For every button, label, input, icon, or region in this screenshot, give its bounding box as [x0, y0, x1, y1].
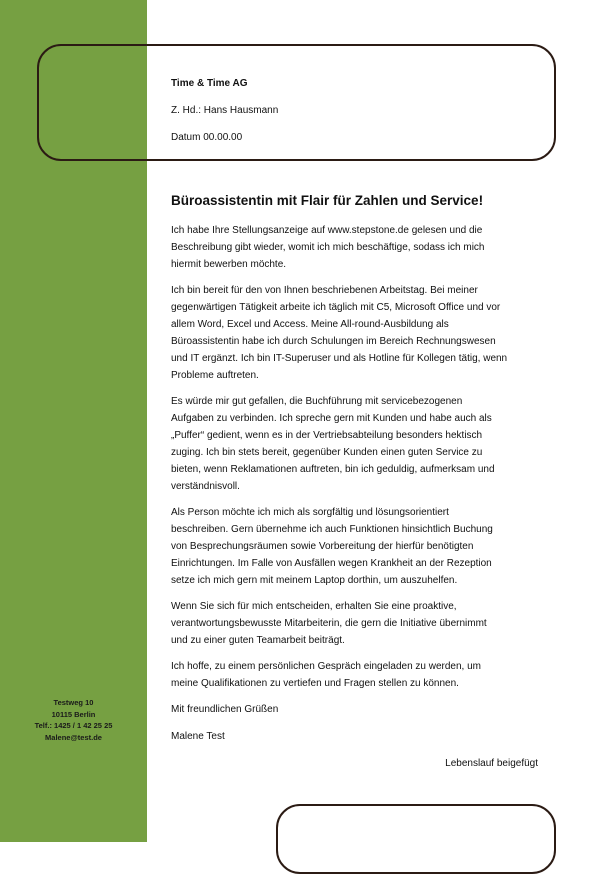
sender-city: 10115 Berlin: [51, 709, 96, 719]
body-line: Probleme auftreten.: [171, 370, 259, 381]
recipient-attention: Z. Hd.: Hans Hausmann: [171, 105, 279, 116]
sender-email: Malene@test.de: [45, 732, 102, 742]
letter-date: Datum 00.00.00: [171, 132, 243, 143]
body-line: Ich bin bereit für den von Ihnen beschriebenen Arbeitstag. Bei meiner: [171, 285, 478, 296]
recipient-frame: [37, 44, 556, 161]
body-line: Beschreibung gibt wieder, womit ich mich beschäftige, sodass ich mich: [171, 242, 485, 253]
body-line: bieten, wenn Reklamationen auftreten, bin ich geduldig, aufmerksam und: [171, 464, 495, 475]
sender-contact-block: [0, 697, 147, 743]
body-line: Ich hoffe, zu einem persönlichen Gespräch eingeladen zu werden, um: [171, 661, 482, 672]
body-line: verantwortungsbewusste Mitarbeiterin, die gern die Initiative übernimmt: [171, 618, 487, 629]
body-line: „Puffer“ gedient, wenn es in der Vertriebsabteilung besonders hektisch: [171, 430, 483, 441]
body-line: Es würde mir gut gefallen, die Buchführung mit servicebezogenen: [171, 396, 463, 407]
letter-body: [171, 222, 551, 701]
body-line: Einrichtungen. Im Falle von Ausfällen wegen Krankheit an der Rezeption: [171, 558, 492, 569]
body-line: beschreiben. Gern übernehme ich auch Funktionen hinsichtlich Buchung: [171, 524, 493, 535]
paragraph-closing-request: [171, 658, 551, 692]
body-line: gegenwärtigen Tätigkeit arbeite ich täglich mit C5, Microsoft Office und vor: [171, 302, 501, 313]
body-line: von Besprechungsräumen sowie Vorbereitung der hierfür benötigten: [171, 541, 474, 552]
signature-name: Malene Test: [171, 731, 225, 742]
paragraph-skills: [171, 282, 551, 384]
paragraph-service: [171, 393, 551, 495]
body-line: setze ich mich gern mit meinem Laptop dorthin, um auszuhelfen.: [171, 575, 458, 586]
body-line: hiermit bewerben möchte.: [171, 259, 287, 270]
paragraph-personality: [171, 504, 551, 589]
body-line: verständnisvoll.: [171, 481, 240, 492]
body-line: Ich habe Ihre Stellungsanzeige auf www.stepstone.de gelesen und die: [171, 225, 483, 236]
attachment-note: Lebenslauf beigefügt: [445, 758, 538, 769]
body-line: Wenn Sie sich für mich entscheiden, erhalten Sie eine proaktive,: [171, 601, 457, 612]
body-line: Büroassistentin habe ich durch Schulungen im Bereich Rechnungswesen: [171, 336, 496, 347]
body-line: meine Qualifikationen zu vertiefen und Fragen stellen zu können.: [171, 678, 459, 689]
body-line: und zu einer guten Teamarbeit beiträgt.: [171, 635, 345, 646]
sender-street: Testweg 10: [53, 698, 94, 707]
letter-subject: Büroassistentin mit Flair für Zahlen und Service!: [171, 193, 484, 208]
closing-greeting: Mit freundlichen Grüßen: [171, 704, 279, 715]
paragraph-offer: [171, 598, 551, 649]
recipient-company: Time & Time AG: [171, 78, 248, 89]
body-line: Aufgaben zu verbinden. Ich spreche gern mit Kunden und habe auch als: [171, 413, 492, 424]
body-line: Als Person möchte ich mich als sorgfältig und lösungsorientiert: [171, 507, 449, 518]
sender-phone: Telf.: 1425 / 1 42 25 25: [34, 721, 113, 730]
body-line: und IT ergänzt. Ich bin IT-Superuser und als Hotline für Kollegen tätig, wenn: [171, 353, 508, 364]
body-line: zuging. Ich bin stets bereit, gegenüber Kunden einen guten Service zu: [171, 447, 483, 458]
body-line: allem Word, Excel und Access. Meine All-round-Ausbildung als: [171, 319, 449, 330]
paragraph-intro: [171, 222, 551, 273]
bottom-decorative-frame: [276, 804, 556, 874]
